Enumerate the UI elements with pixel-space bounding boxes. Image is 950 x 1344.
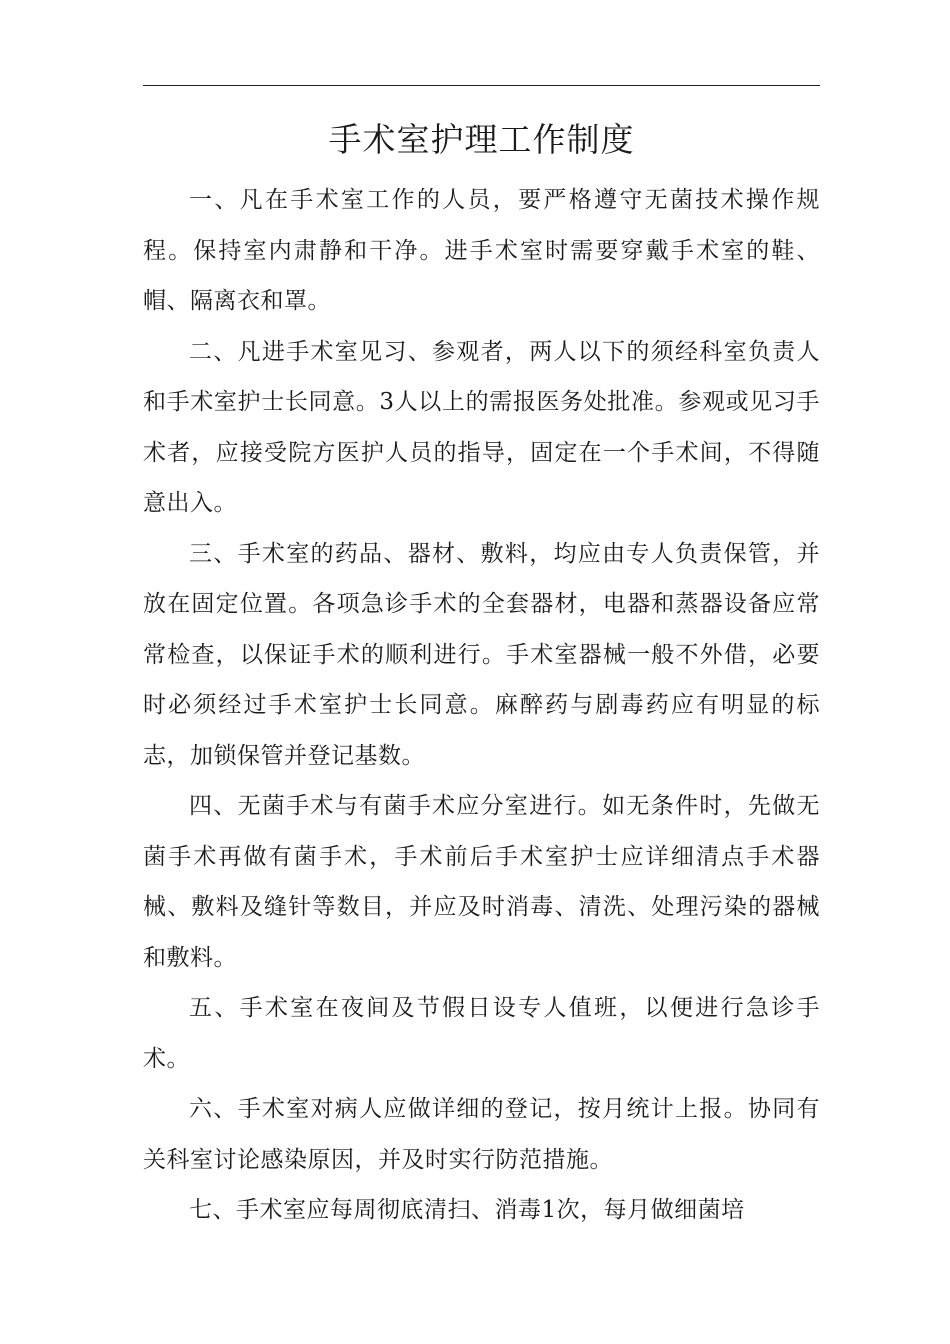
paragraph-5: 五、手术室在夜间及节假日设专人值班，以便进行急诊手术。 (143, 995, 820, 1072)
paragraph-3: 三、手术室的药品、器材、敷料，均应由专人负责保管，并放在固定位置。各项急诊手术的全套器材，电器和蒸器设备应常常检查，以保证手术的顺利进行。手术室器械一般不外借，必要时必须经过手术室护士长同意。麻醉药与剧毒药应有明显的标志，加锁保管并登记基数。 (143, 540, 820, 769)
paragraph-1: 一、凡在手术室工作的人员，要严格遵守无菌技术操作规程。保持室内肃静和干净。进手术室时需要穿戴手术室的鞋、帽、隔离衣和罩。 (143, 187, 820, 314)
header-rule (143, 85, 820, 86)
paragraph-4: 四、无菌手术与有菌手术应分室进行。如无条件时，先做无菌手术再做有菌手术，手术前后手术室护士应详细清点手术器械、敷料及缝针等数目，并应及时消毒、清洗、处理污染的器械和敷料。 (143, 793, 820, 971)
paragraph-2: 二、凡进手术室见习、参观者，两人以下的须经科室负责人和手术室护士长同意。3人以上的需报医务处批准。参观或见习手术者，应接受院方医护人员的指导，固定在一个手术间，不得随意出入。 (143, 338, 820, 516)
paragraph-6: 六、手术室对病人应做详细的登记，按月统计上报。协同有关科室讨论感染原因，并及时实行防范措施。 (143, 1096, 820, 1173)
document-title: 手术室护理工作制度 (328, 120, 635, 159)
document-body (143, 175, 820, 1236)
paragraph-7: 七、手术室应每周彻底清扫、消毒1次，每月做细菌培 (189, 1197, 745, 1223)
